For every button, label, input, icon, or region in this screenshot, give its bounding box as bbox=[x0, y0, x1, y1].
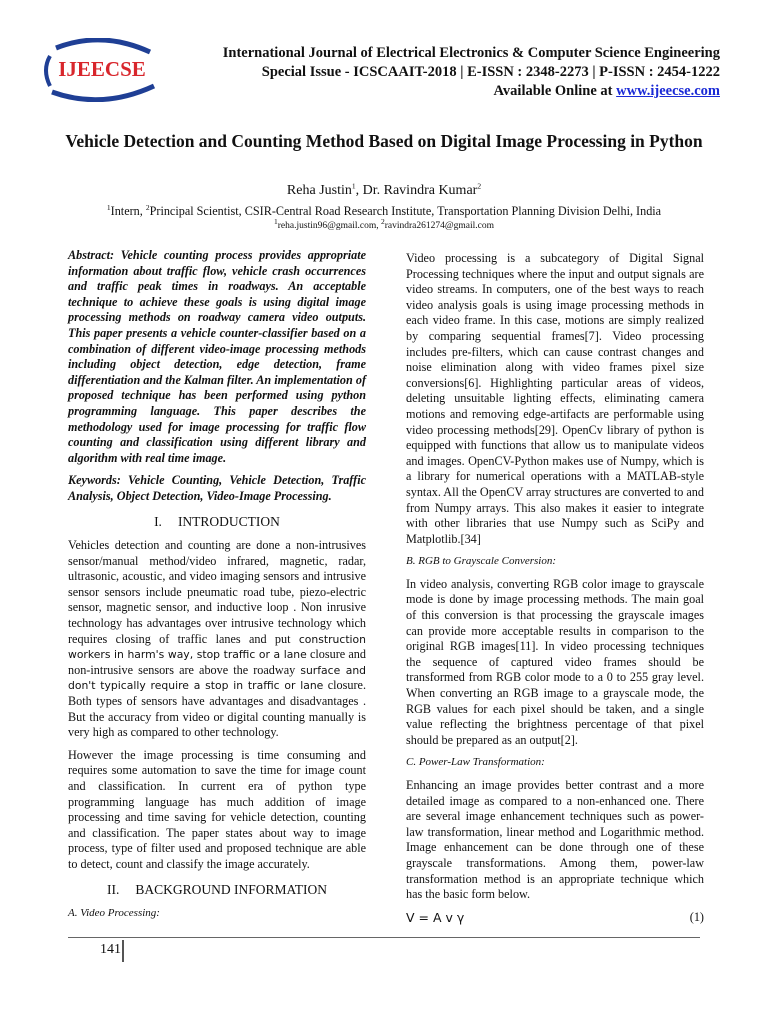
affiliations: $^1$Intern, $^2$Principal Scientist, CSIR-Central Road Research Institute, Transportation Planning Division Delhi, India bbox=[106, 202, 662, 218]
logo-text: IJEECSE bbox=[58, 57, 146, 81]
section-heading-background: II. BACKGROUND INFORMATION bbox=[106, 881, 327, 897]
footer-rule bbox=[68, 937, 700, 938]
equation-formula: V = A v γ bbox=[406, 909, 465, 925]
paper-title: Vehicle Detection and Counting Method Based on Digital Image Processing in Python bbox=[65, 131, 703, 151]
subsection-rgb-grayscale: B. RGB to Grayscale Conversion: bbox=[406, 555, 556, 568]
journal-url-link[interactable]: www.ijeecse.com bbox=[616, 83, 720, 99]
intro-paragraph-1: Vehicles detection and counting are done a non-intrusives sensor/manual method/video infrared, magnetic, radar, ultrasonic, acoustic, and video imaging sensors and intrusive sensor sensors include pneumatic road tube, piezo-electric sensor, magnetic sensor, and inductive loop . Non inrusive technology has advantages over intrusive technology which requires closing of traffic lanes and put construction workers in harm's way, stop traffic or a lane closure and non-intrusive sensors are above the roadway surface and don't typically require a stop in traffic or lane closure. Both types of sensors have advantages and disadvantages . But the accuracy from video or digital counting manually is very high as compared to other technology. bbox=[68, 538, 367, 740]
author-1: Reha Justin bbox=[286, 183, 352, 198]
left-column bbox=[68, 248, 366, 929]
journal-header bbox=[223, 44, 720, 101]
journal-name: International Journal of Electrical Electronics & Computer Science Engineering bbox=[222, 45, 720, 61]
equation-number: (1) bbox=[689, 909, 704, 924]
power-law-paragraph: Enhancing an image provides better contrast and a more detailed image as compared to a non-enhanced one. There are several image enhancement techniques such as power-law transformation, linear method and Logarithmic method. Image enhancement can be done through one of these grayscale transformations. Among them, power-law transformation method is an appropriate technique which has the basic form below. bbox=[406, 778, 704, 902]
journal-online bbox=[223, 82, 720, 101]
online-prefix: Available Online at bbox=[493, 83, 617, 99]
section-heading-introduction: I. INTRODUCTION bbox=[154, 513, 280, 529]
intro-paragraph-2: However the image processing is time consuming and requires some automation to save the time for image count and classification. In current era of python type programming language has much addition of image processing and time saving for vehicle detection, counting and classification. The paper states about way to image process, type of filter used and proposed technique are able to detect, count and classify the image accurately. bbox=[68, 747, 366, 871]
abstract: Abstract: Vehicle counting process provides appropriate information about traffic flow, vehicle crash occurrences and traffic peak times in roadways. An acceptable technique to achieve these goals is using digital image processing methods on roadway camera video outputs. This paper presents a vehicle counter-classifier based on a combination of different video-image processing methods including object detection, edge detection, frame differentiation and the Kalman filter. An implementation of proposed technique has been performed using python programming language. This paper describes the methodology used for image processing for traffic flow counting and classification using different library and algorithm with real time image. bbox=[68, 248, 366, 465]
page-number: 141 bbox=[100, 942, 121, 957]
author-separator: , Dr. Ravindra Kumar bbox=[355, 183, 478, 198]
email-1: reha.justin96@gmail.com, bbox=[277, 221, 381, 231]
equation-1 bbox=[406, 910, 704, 926]
page-number-divider bbox=[122, 940, 124, 962]
email-2: ravindra261274@gmail.com bbox=[384, 221, 494, 231]
subsection-video-processing: A. Video Processing: bbox=[68, 907, 160, 920]
keywords: Keywords: Vehicle Counting, Vehicle Detection, Traffic Analysis, Object Detection, Video-Image Processing. bbox=[68, 473, 366, 503]
video-processing-paragraph: Video processing is a subcategory of Digital Signal Processing techniques where the input and output signals are video streams. In computers, one of the best ways to reach video analysis goals is using image processing methods in each video frame. In this case, motions are simply realized by comparing sequential frames[7]. Video processing includes pre-filters, which can cause contrast changes and noise elimination along with video frames pixel size conversions[6]. Highlighting particular areas of videos, deleting unsuitable lighting effects, eliminating camera motions and removing edge-artifacts are performable using video processing methods[29]. OpenCv library of python is equipped with functions that allow us to manipulate videos and images. OpenCV-Python makes use of Numpy, which is a library for numerical operations with a MATLAB-style syntax. All the OpenCV array structures are converted to and from Numpy arrays. This also makes it easier to integrate with other libraries that use Numpy such as SciPy and Matplotlib.[34] bbox=[406, 251, 704, 546]
emails: $^1$reha.justin96@gmail.com, $^2$ravindra261274@gmail.com bbox=[274, 216, 494, 231]
ijeecse-logo bbox=[38, 38, 166, 102]
rgb-grayscale-paragraph: In video analysis, converting RGB color image to grayscale mode is done by image processing methods. The main goal of this conversion is that processing the grayscale images can provide more acceptable results in comparison to the original RGB images[11]. In video processing techniques the sequence of captured video frames should be transformed from RGB color mode to a 0 to 255 gray level. When converting an RGB image to a grayscale mode, the RGB values for each pixel should be taken, and a single value reflecting the brightness percentage of that pixel should be prepared as an output[2]. bbox=[406, 576, 704, 747]
right-column bbox=[406, 251, 704, 925]
subsection-power-law: C. Power-Law Transformation: bbox=[406, 756, 545, 769]
authors: Reha Justin$^1$, Dr. Ravindra Kumar$^2$ bbox=[286, 181, 482, 198]
journal-issue: Special Issue - ICSCAAIT-2018 | E-ISSN : 2348-2273 | P-ISSN : 2454-1222 bbox=[261, 64, 720, 80]
